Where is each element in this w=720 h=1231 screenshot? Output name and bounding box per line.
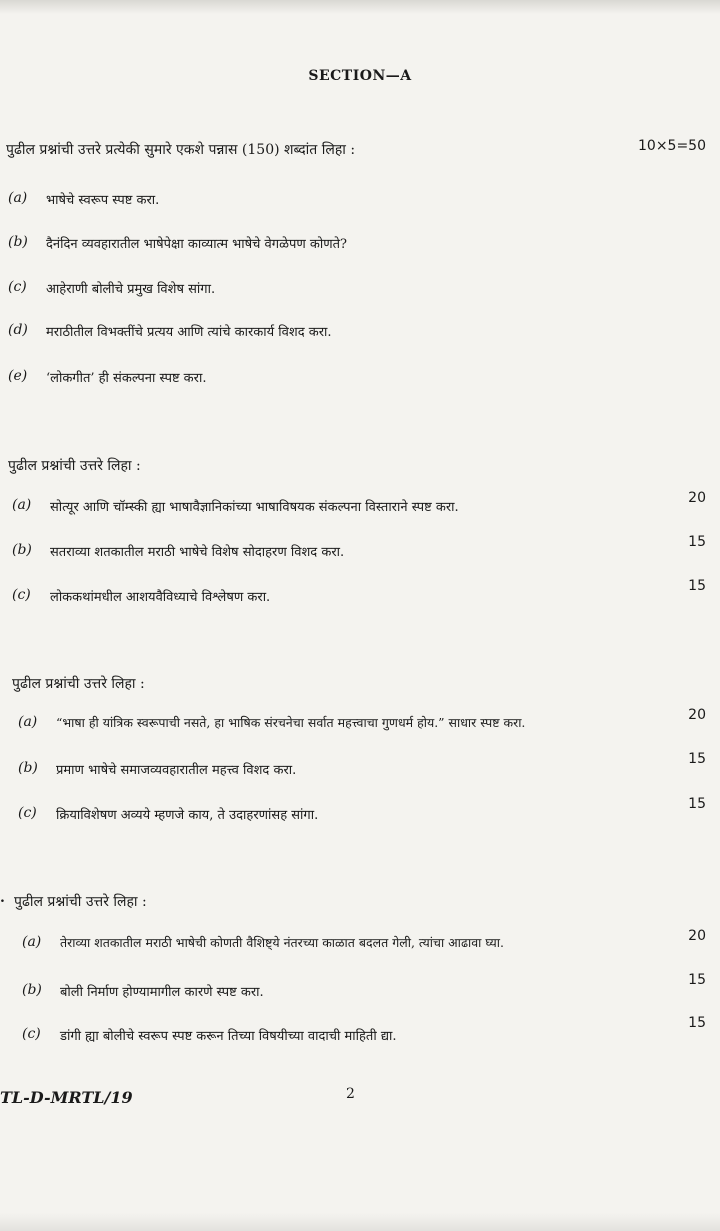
part-label: (b)	[12, 542, 32, 558]
part-marks: 15	[688, 972, 706, 988]
question-part	[0, 796, 720, 829]
question-part	[0, 751, 720, 784]
question-instruction: पुढील प्रश्नांची उत्तरे लिहा :	[8, 458, 141, 474]
part-label: (d)	[8, 322, 28, 338]
part-marks: 15	[688, 534, 706, 550]
part-marks: 20	[688, 928, 706, 944]
part-text: “भाषा ही यांत्रिक स्वरूपाची नसते, हा भाषिक संरचनेचा सर्वात महत्त्वाचा गुणधर्म होय.” साधार स्पष्ट करा.	[56, 715, 526, 730]
part-marks: 20	[688, 707, 706, 723]
part-text: दैनंदिन व्यवहारातील भाषेपेक्षा काव्यात्म भाषेचे वेगळेपण कोणते?	[46, 237, 347, 252]
part-text: लोककथांमधील आशयवैविध्याचे विश्लेषण करा.	[50, 590, 271, 605]
paper-code: TL-D-MRTL/19	[0, 1088, 133, 1107]
question-instruction: पुढील प्रश्नांची उत्तरे लिहा :	[12, 676, 145, 692]
question-part	[0, 490, 720, 521]
part-text: तेराव्या शतकातील मराठी भाषेची कोणती वैशिष्ट्ये नंतरच्या काळात बदलत गेली, त्यांचा आढावा घ्या.	[60, 935, 504, 950]
part-text: आहेराणी बोलीचे प्रमुख विशेष सांगा.	[46, 282, 216, 297]
part-text: डांगी ह्या बोलीचे स्वरूप स्पष्ट करून तिच्या विषयीच्या वादाची माहिती द्या.	[60, 1029, 397, 1044]
part-text: सतराव्या शतकातील मराठी भाषेचे विशेष सोदाहरण विशद करा.	[50, 545, 345, 560]
page-top-edge	[0, 0, 720, 14]
question-number-mark: .	[0, 890, 5, 906]
question-instruction: पुढील प्रश्नांची उत्तरे लिहा :	[14, 894, 147, 910]
part-marks: 15	[688, 1015, 706, 1031]
part-text: भाषेचे स्वरूप स्पष्ट करा.	[46, 193, 160, 208]
part-marks: 15	[688, 578, 706, 594]
part-label: (b)	[18, 760, 38, 776]
part-label: (a)	[12, 497, 32, 513]
question-part	[0, 578, 720, 611]
part-text: प्रमाण भाषेचे समाजव्यवहारातील महत्त्व विशद करा.	[56, 763, 297, 778]
section-heading: SECTION—A	[308, 68, 412, 84]
part-text: मराठीतील विभक्तींचे प्रत्यय आणि त्यांचे कारकार्य विशद करा.	[46, 325, 332, 340]
part-label: (b)	[8, 234, 28, 250]
question-part	[0, 707, 720, 738]
part-marks: 20	[688, 490, 706, 506]
part-marks: 15	[688, 751, 706, 767]
part-label: (c)	[18, 805, 37, 821]
part-label: (c)	[22, 1026, 41, 1042]
question-marks: 10×5=50	[638, 138, 706, 154]
question-part	[0, 190, 720, 214]
question-part	[0, 1015, 720, 1050]
question-part	[0, 534, 720, 566]
part-label: (c)	[8, 279, 27, 295]
page-bottom-edge	[0, 1213, 720, 1231]
part-label: (a)	[22, 934, 42, 950]
question-part	[0, 928, 720, 958]
part-label: (a)	[8, 190, 28, 206]
part-label: (a)	[18, 714, 38, 730]
part-label: (c)	[12, 587, 31, 603]
part-text: क्रियाविशेषण अव्यये म्हणजे काय, ते उदाहरणांसह सांगा.	[56, 808, 319, 823]
question-instruction: पुढील प्रश्नांची उत्तरे प्रत्येकी सुमारे एकशे पन्नास (150) शब्दांत लिहा :	[6, 142, 356, 158]
question-part	[0, 234, 720, 258]
page-number: 2	[346, 1086, 355, 1102]
question-part	[0, 279, 720, 303]
part-marks: 15	[688, 796, 706, 812]
part-label: (b)	[22, 982, 42, 998]
question-part	[0, 368, 720, 392]
part-text: सोत्यूर आणि चॉम्स्की ह्या भाषावैज्ञानिकांच्या भाषाविषयक संकल्पना विस्ताराने स्पष्ट करा.	[50, 500, 459, 515]
part-text: ‘लोकगीत’ ही संकल्पना स्पष्ट करा.	[46, 371, 207, 386]
question-part	[0, 322, 720, 346]
question-part	[0, 972, 720, 1006]
part-text: बोली निर्माण होण्यामागील कारणे स्पष्ट करा.	[60, 985, 264, 1000]
part-label: (e)	[8, 368, 28, 384]
